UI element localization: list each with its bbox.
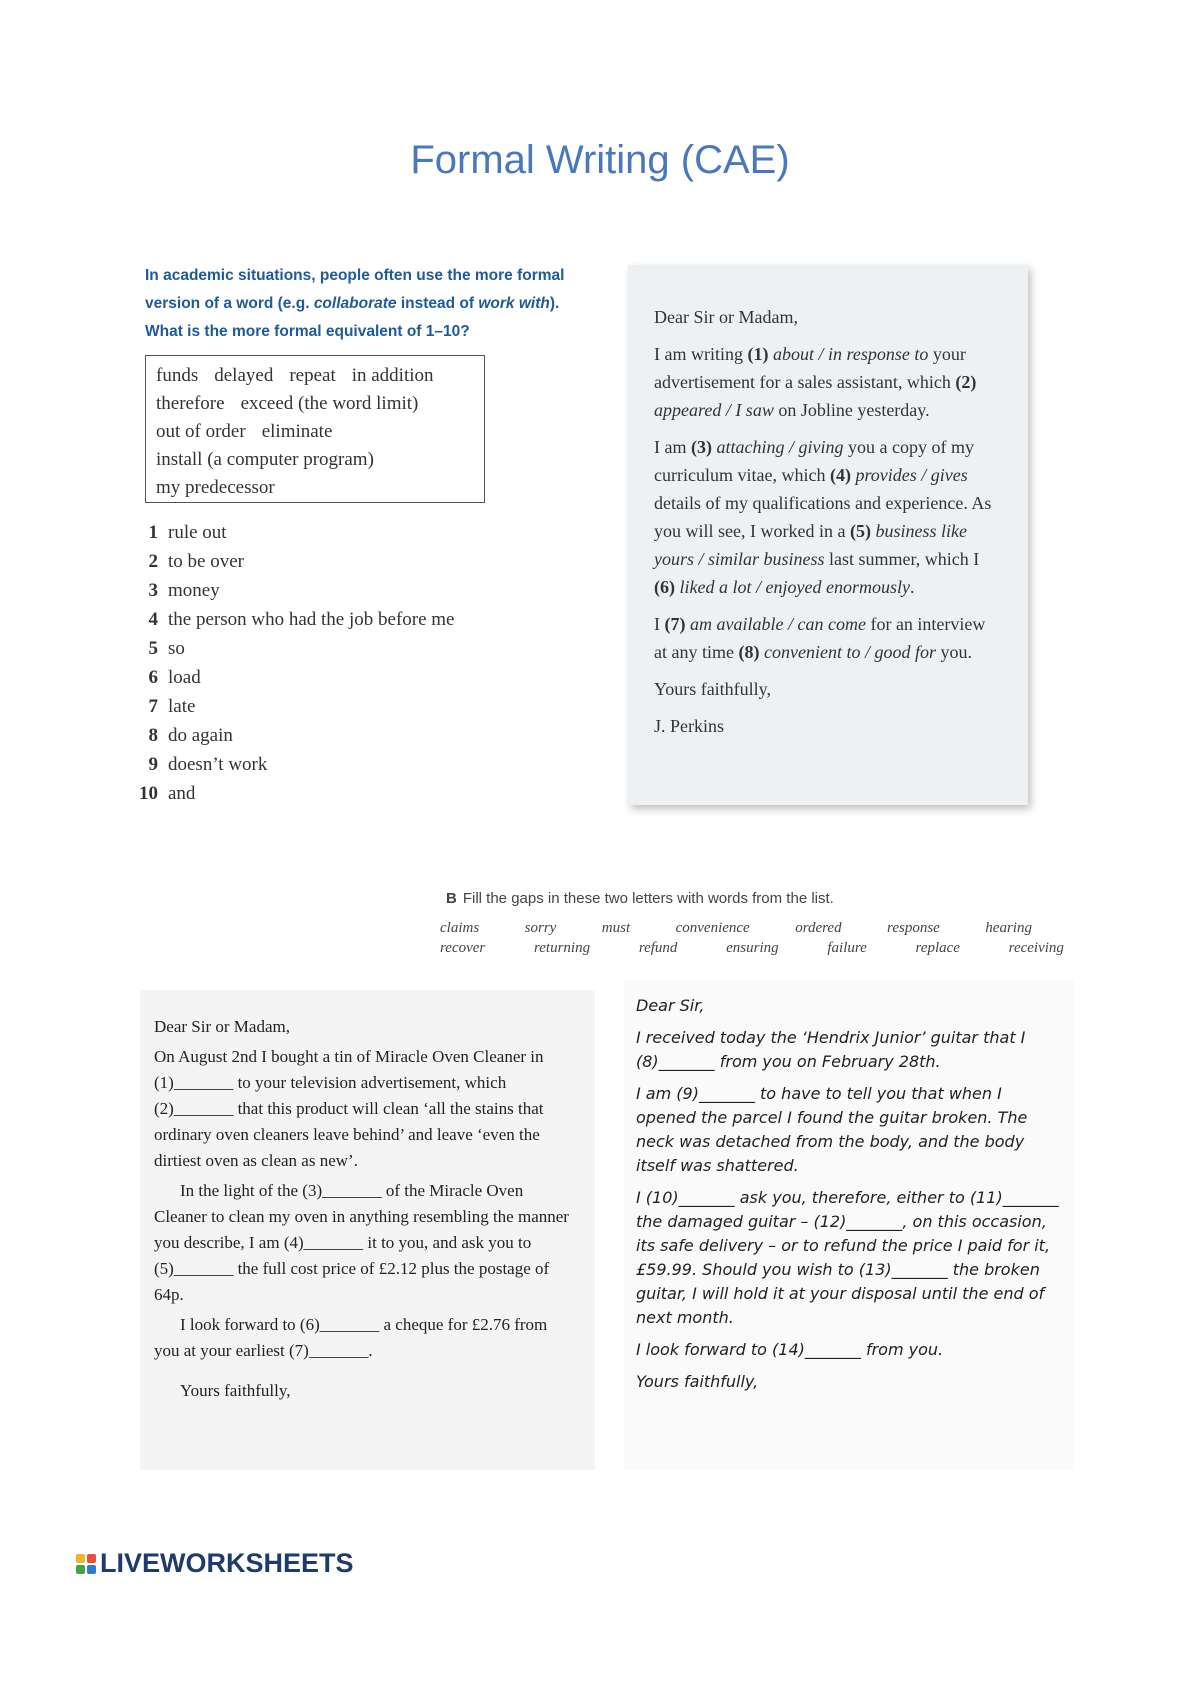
numbered-list: [132, 518, 455, 808]
liveworksheets-logo-icon: [76, 1554, 96, 1574]
letter-b-paragraph-2: In the light of the (3)_______ of the Miracle Oven Cleaner to clean my oven in anything resembling the manner you describe, I am (4)_______ it to you, and ask you to (5)_______ the full cost price of £2.12 plus the postage of 64p.: [154, 1181, 569, 1304]
word-option: refund: [638, 940, 678, 956]
word-box-row: [156, 474, 474, 502]
liveworksheets-logo-text: LIVEWORKSHEETS: [100, 1548, 354, 1578]
letter-c-paragraph-3: I (10)_______ ask you, therefore, either to (11)_______ the damaged guitar – (12)_______, on this occasion, its safe delivery – or to refund the price I paid for it, £59.99. Should you wish to (13)_______ the broken guitar, I will hold it at your disposal until the end of next month.: [636, 1188, 1059, 1327]
letter-b-closing: Yours faithfully,: [180, 1381, 291, 1400]
word-box-row: [156, 418, 474, 446]
logo-square: [87, 1554, 96, 1563]
choice-5[interactable]: business like yours / similar business: [654, 521, 967, 569]
word-option: eliminate: [261, 421, 333, 442]
word-box: [145, 355, 485, 503]
letter-a-greeting: Dear Sir or Madam,: [654, 307, 798, 327]
word-option: receiving: [1008, 940, 1064, 956]
word-option: in addition: [351, 365, 434, 386]
intro-line-3: What is the more formal equivalent of 1–10?: [145, 323, 470, 340]
list-item: 5 so: [148, 638, 185, 659]
letter-b-paragraph-3: I look forward to (6)_______ a cheque for £2.76 from you at your earliest (7)_______.: [154, 1315, 548, 1360]
choice-7[interactable]: am available / can come: [690, 614, 866, 634]
word-box-row: [156, 446, 474, 474]
choice-3[interactable]: attaching / giving: [716, 437, 844, 457]
page-title: Formal Writing (CAE): [410, 138, 790, 182]
word-option: delayed: [214, 365, 274, 386]
exercise-a-instructions: [145, 262, 615, 346]
exercise-b-text: Fill the gaps in these two letters with words from the list.: [462, 890, 834, 907]
list-item: 1 rule out: [148, 522, 227, 543]
word-option: out of order: [156, 421, 246, 442]
letter-a: [628, 265, 1028, 805]
intro-line-2: version of a word (e.g. collaborate instead of work with).: [145, 295, 560, 312]
letter-a-paragraph-2: I am (3) attaching / giving you a copy of my curriculum vitae, which (4) provides / gives details of my qualifications and experience. As you will see, I worked in a (5) business like yours / similar business last summer, which I (6) liked a lot / enjoyed enormously.: [654, 437, 992, 597]
letter-a-paragraph-1: I am writing (1) about / in response to your advertisement for a sales assistant, which (2) appeared / I saw on Jobline yesterday.: [654, 344, 977, 420]
list-item: 9 doesn’t work: [148, 754, 268, 775]
word-option: claims: [440, 920, 480, 936]
word-option: sorry: [524, 920, 557, 936]
word-option: ordered: [795, 920, 842, 936]
letter-a-closing: Yours faithfully,: [654, 679, 772, 699]
list-item: 4 the person who had the job before me: [148, 609, 455, 630]
letter-c-greeting: Dear Sir,: [636, 996, 705, 1015]
word-option: failure: [827, 940, 867, 956]
logo-square: [87, 1565, 96, 1574]
word-list-row-1: [440, 920, 1032, 937]
letter-c-paragraph-2: I am (9)_______ to have to tell you that when I opened the parcel I found the guitar broken. The neck was detached from the body, and the body itself was shattered.: [636, 1084, 1028, 1175]
word-list-row-2: [440, 940, 1064, 957]
word-option: must: [601, 920, 631, 936]
choice-8[interactable]: convenient to / good for: [763, 642, 936, 662]
list-item: 8 do again: [148, 725, 233, 746]
word-option: recover: [440, 940, 486, 956]
exercise-b-instructions: [446, 890, 1086, 907]
letter-c-paragraph-1: I received today the ‘Hendrix Junior’ guitar that I (8)_______ from you on February 28th.: [636, 1028, 1026, 1071]
choice-6[interactable]: liked a lot / enjoyed enormously: [679, 577, 910, 597]
word-option: convenience: [675, 920, 750, 936]
word-option: install (a computer program): [156, 449, 374, 470]
word-box-row: [156, 390, 474, 418]
word-option: funds: [156, 365, 199, 386]
liveworksheets-logo: [76, 1548, 354, 1579]
word-option: therefore: [156, 393, 225, 414]
letter-c-closing: Yours faithfully,: [636, 1372, 759, 1391]
word-option: ensuring: [726, 940, 779, 956]
choice-4[interactable]: provides / gives: [855, 465, 968, 485]
letter-c-paragraph-4: I look forward to (14)_______ from you.: [636, 1340, 944, 1359]
word-option: response: [887, 920, 940, 936]
letter-b: [140, 990, 595, 1470]
word-option: exceed (the word limit): [240, 393, 419, 414]
word-option: my predecessor: [156, 477, 275, 498]
choice-1[interactable]: about / in response to: [772, 344, 929, 364]
logo-square: [76, 1554, 85, 1563]
list-item: 2 to be over: [148, 551, 244, 572]
logo-square: [76, 1565, 85, 1574]
list-item: 6 load: [148, 667, 201, 688]
choice-2[interactable]: appeared / I saw: [654, 400, 774, 420]
exercise-b-label: B: [446, 890, 457, 907]
word-option: returning: [533, 940, 591, 956]
list-item: 10 and: [139, 783, 196, 804]
letter-b-greeting: Dear Sir or Madam,: [154, 1017, 290, 1036]
word-option: hearing: [985, 920, 1032, 936]
word-box-row: [156, 362, 474, 390]
intro-line-1: In academic situations, people often use the more formal: [145, 267, 565, 284]
letter-b-paragraph-1: On August 2nd I bought a tin of Miracle Oven Cleaner in (1)_______ to your television advertisement, which (2)_______ that this product will clean ‘all the stains that ordinary oven cleaners leave behind’ and leave ‘even the dirtiest oven as clean as new’.: [154, 1047, 544, 1170]
letter-c: [624, 980, 1074, 1470]
list-item: 3 money: [148, 580, 220, 601]
list-item: 7 late: [148, 696, 196, 717]
letter-a-paragraph-3: I (7) am available / can come for an interview at any time (8) convenient to / good for you.: [654, 614, 986, 662]
letter-a-signature: J. Perkins: [654, 716, 725, 736]
word-option: repeat: [289, 365, 336, 386]
word-option: replace: [915, 940, 960, 956]
